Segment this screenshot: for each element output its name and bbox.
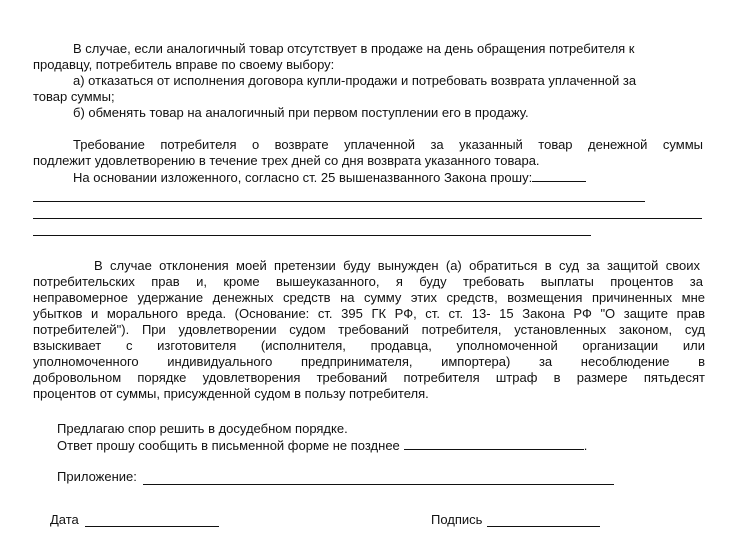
para1-line4: товар суммы;	[33, 89, 115, 104]
para3-line5: потребителей"). При удовлетворении судом требований потребителя, установленных законом, суд	[33, 322, 705, 337]
response-label: Ответ прошу сообщить в письменной форме не позднее	[57, 438, 400, 453]
date-label: Дата	[50, 512, 79, 527]
para3-line8: добровольном порядке удовлетворения требований потребителя штраф в размере пятьдесят	[33, 370, 705, 385]
para1-line2: продавцу, потребитель вправе по своему выбору:	[33, 57, 335, 72]
signature-label: Подпись	[431, 512, 483, 527]
para3-line3: неправомерное удержание денежных средств на сумму этих средств, возмещения причиненных мне	[33, 290, 705, 305]
response-period: .	[583, 438, 588, 453]
request-blank[interactable]	[532, 169, 586, 182]
para3-line7: уполномоченного индивидуального предпринимателя, импортера) за несоблюдение в	[33, 354, 705, 369]
request-line-1[interactable]	[33, 201, 645, 202]
attachment-label: Приложение:	[57, 469, 137, 484]
response-deadline-blank[interactable]	[404, 437, 584, 450]
para2-line3	[73, 169, 586, 186]
request-line-3[interactable]	[33, 235, 591, 236]
para1-line5: б) обменять товар на аналогичный при первом поступлении его в продажу.	[73, 105, 529, 120]
signature-blank[interactable]	[487, 526, 600, 527]
para1-line3: а) отказаться от исполнения договора купли-продажи и потребовать возврата уплаченной за	[73, 73, 637, 88]
request-label: На основании изложенного, согласно ст. 25 вышеназванного Закона прошу:	[73, 170, 533, 185]
pretrial-line: Предлагаю спор решить в досудебном порядке.	[57, 421, 348, 436]
date-blank[interactable]	[85, 526, 219, 527]
attachment-blank[interactable]	[143, 484, 614, 485]
para2-line1: Требование потребителя о возврате уплаченной за указанный товар денежной суммы	[73, 137, 703, 152]
para3-line4: убытков и морального вреда. (Основание: ст. 395 ГК РФ, ст. ст. 13- 15 Закона РФ "О защите прав	[33, 306, 705, 321]
para3-line1: В случае отклонения моей претензии буду вынужден (а) обратиться в суд за защитой своих	[94, 258, 700, 273]
para3-line6: взыскивает с изготовителя (исполнителя, продавца, уполномоченной организации или	[33, 338, 705, 353]
para3-line2: потребительских прав и, кроме вышеуказанного, я буду требовать выплаты процентов за	[33, 274, 703, 289]
request-line-2[interactable]	[33, 218, 702, 219]
para2-line2: подлежит удовлетворению в течение трех дней со дня возврата указанного товара.	[33, 153, 540, 168]
response-line	[57, 437, 587, 454]
para1-line1: В случае, если аналогичный товар отсутствует в продаже на день обращения потребителя к	[73, 41, 635, 56]
para3-line9: процентов от суммы, присужденной судом в пользу потребителя.	[33, 386, 429, 401]
